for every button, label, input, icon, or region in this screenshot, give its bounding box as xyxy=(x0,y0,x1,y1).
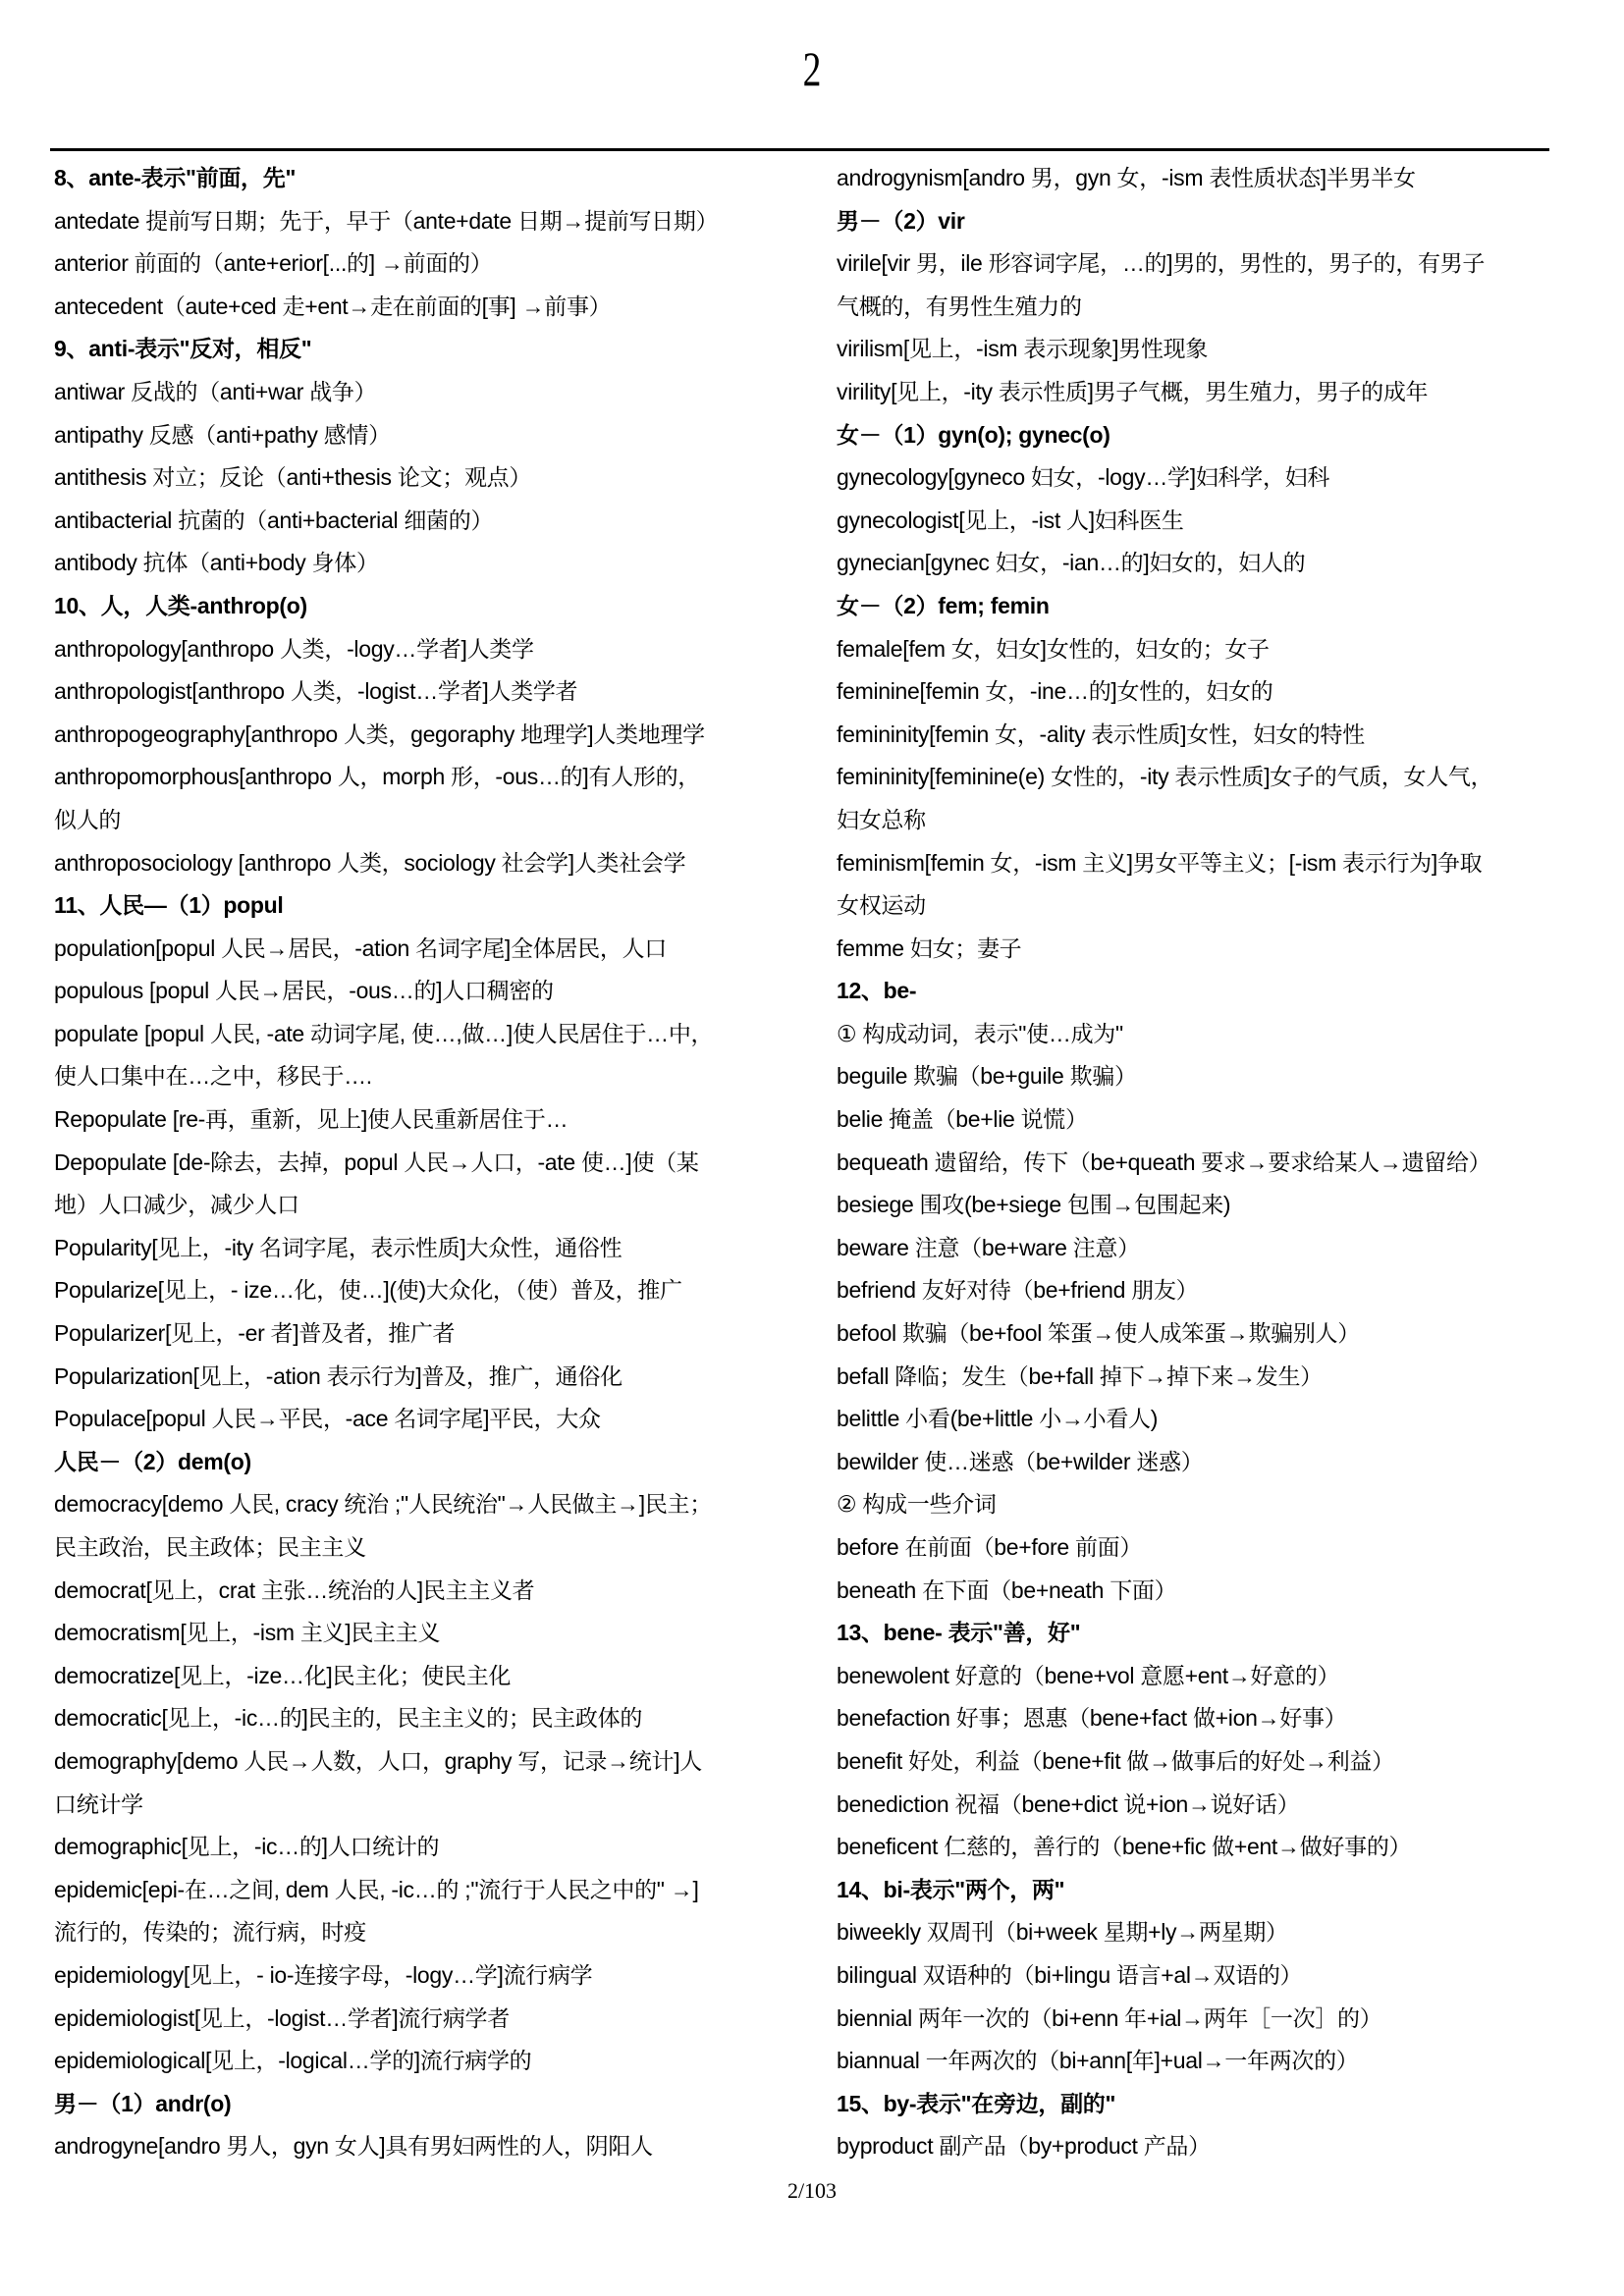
entry-line: democratize[见上，-ize…化]民主化；使民主化 xyxy=(54,1662,512,1688)
entry-line: 似人的 xyxy=(54,806,122,832)
entry-line: democratic[见上，-ic…的]民主的，民主主义的；民主政体的 xyxy=(54,1705,643,1732)
entry-line: byproduct 副产品（by+product 产品） xyxy=(837,2133,1211,2160)
entry-line: antecedent（aute+ced 走+ent→走在前面的[事] →前事） xyxy=(54,293,612,319)
entry-line: antiwar 反战的（anti+war 战争） xyxy=(54,378,377,404)
entry-line: 气概的，有男性生殖力的 xyxy=(837,293,1082,319)
entry-line: epidemiologist[见上，-logist…学者]流行病学者 xyxy=(54,2004,510,2031)
entry-line: democracy[demo 人民, cracy 统治 ;"人民统治"→人民做主→]民主； xyxy=(54,1491,712,1518)
entry-line: bewilder 使…迷惑（be+wilder 迷惑） xyxy=(837,1448,1204,1474)
entry-line: besiege 围攻(be+siege 包围→包围起来) xyxy=(837,1192,1231,1218)
entry-line: benefit 好处，利益（bene+fit 做→做事后的好处→利益） xyxy=(837,1747,1394,1774)
section-heading: 8、ante-表示"前面，先" xyxy=(54,165,297,190)
entry-line: populate [popul 人民, -ate 动词字尾, 使…,做…]使人民居住于…中， xyxy=(54,1020,714,1046)
entry-line: Populace[popul 人民→平民，-ace 名词字尾]平民，大众 xyxy=(54,1406,601,1432)
entry-line: beneath 在下面（be+neath 下面） xyxy=(837,1576,1177,1603)
entry-line: virilism[见上，-ism 表示现象]男性现象 xyxy=(837,336,1209,362)
entry-line: epidemiology[见上，- io-连接字母，-logy…学]流行病学 xyxy=(54,1961,593,1988)
section-heading: 女－（2）fem; femin xyxy=(837,592,1050,618)
entry-line: Popularizer[见上，-er 者]普及者，推广者 xyxy=(54,1320,456,1347)
entry-line: benefaction 好事；恩惠（bene+fact 做+ion→好事） xyxy=(837,1705,1347,1732)
header-rule xyxy=(50,148,1549,151)
section-heading: 11、人民—（1）popul xyxy=(54,892,284,919)
section-heading: 9、anti-表示"反对，相反" xyxy=(54,336,312,362)
left-column xyxy=(54,157,810,2168)
section-heading: 人民－（2）dem(o) xyxy=(54,1448,251,1474)
entry-line: belie 掩盖（be+lie 说慌） xyxy=(837,1106,1088,1133)
entry-line: gynecian[gynec 妇女，-ian…的]妇女的，妇人的 xyxy=(837,550,1306,576)
section-heading: 15、by-表示"在旁边，副的" xyxy=(837,2090,1116,2116)
entry-line: demographic[见上，-ic…的]人口统计的 xyxy=(54,1834,440,1860)
entry-line: population[popul 人民→居民，-ation 名词字尾]全体居民，人口 xyxy=(54,934,667,961)
entry-line: bequeath 遗留给，传下（be+queath 要求→要求给某人→遗留给） xyxy=(837,1148,1491,1175)
entry-line: Depopulate [de-除去，去掉，popul 人民→人口，-ate 使…]使（某 xyxy=(54,1148,699,1175)
entry-line: antedate 提前写日期；先于，早于（ante+date 日期→提前写日期） xyxy=(54,207,719,234)
entry-line: 流行的，传染的；流行病，时疫 xyxy=(54,1919,366,1946)
entry-line: beguile 欺骗（be+guile 欺骗） xyxy=(837,1063,1137,1090)
entry-line: anterior 前面的（ante+erior[...的] →前面的） xyxy=(54,250,493,277)
entry-line: benewolent 好意的（bene+vol 意愿+ent→好意的） xyxy=(837,1662,1340,1688)
section-heading: 男－（1）andr(o) xyxy=(54,2090,232,2116)
section-heading: 13、bene- 表示"善，好" xyxy=(837,1620,1081,1646)
entry-line: befriend 友好对待（be+friend 朋友） xyxy=(837,1277,1199,1304)
entry-line: epidemic[epi-在…之间, dem 人民, -ic…的 ;"流行于人民之中的" →] xyxy=(54,1876,699,1902)
entry-line: feminine[femin 女，-ine…的]女性的，妇女的 xyxy=(837,678,1273,705)
entry-line: democrat[见上，crat 主张…统治的人]民主主义者 xyxy=(54,1576,535,1603)
entry-line: femme 妇女；妻子 xyxy=(837,934,1022,961)
entry-line: 口统计学 xyxy=(54,1790,143,1817)
entry-line: femininity[femin 女，-ality 表示性质]女性，妇女的特性 xyxy=(837,721,1365,747)
section-heading: 男－（2）vir xyxy=(837,207,965,234)
entry-line: anthroposociology [anthropo 人类，sociology 社会学]人类社会学 xyxy=(54,849,686,876)
entry-line: bilingual 双语种的（bi+lingu 语言+al→双语的） xyxy=(837,1961,1303,1988)
entry-line: Repopulate [re-再，重新，见上]使人民重新居住于… xyxy=(54,1106,568,1133)
entry-line: femininity[feminine(e) 女性的，-ity 表示性质]女子的气质，女人气， xyxy=(837,764,1493,790)
entry-line: antibacterial 抗菌的（anti+bacterial 细菌的） xyxy=(54,507,494,533)
entry-line: biannual 一年两次的（bi+ann[年]+ual→一年两次的） xyxy=(837,2048,1359,2074)
entry-line: beneficent 仁慈的，善行的（bene+fic 做+ent→做好事的） xyxy=(837,1834,1412,1860)
entry-line: Popularity[见上，-ity 名词字尾，表示性质]大众性，通俗性 xyxy=(54,1234,623,1260)
entry-line: beware 注意（be+ware 注意） xyxy=(837,1234,1140,1260)
entry-line: anthropologist[anthropo 人类，-logist…学者]人类学者 xyxy=(54,678,578,705)
section-heading: 14、bi-表示"两个，两" xyxy=(837,1876,1065,1902)
entry-line: 民主政治，民主政体；民主主义 xyxy=(54,1534,366,1560)
entry-line: Popularize[见上，- ize…化，使…](使)大众化，（使）普及，推广 xyxy=(54,1277,682,1304)
entry-line: ② 构成一些介词 xyxy=(837,1491,997,1518)
entry-line: epidemiological[见上，-logical…学的]流行病学的 xyxy=(54,2048,532,2074)
section-heading: 女－（1）gyn(o); gynec(o) xyxy=(837,421,1110,448)
entry-line: androgyne[andro 男人，gyn 女人]具有男妇两性的人，阴阳人 xyxy=(54,2133,653,2160)
entry-line: befool 欺骗（be+fool 笨蛋→使人成笨蛋→欺骗别人） xyxy=(837,1320,1360,1347)
entry-line: ① 构成动词，表示"使…成为" xyxy=(837,1020,1123,1046)
entry-line: biennial 两年一次的（bi+enn 年+ial→两年［一次］的） xyxy=(837,2004,1382,2031)
entry-line: 地）人口减少，减少人口 xyxy=(54,1192,299,1218)
entry-line: female[fem 女，妇女]女性的，妇女的；女子 xyxy=(837,635,1270,662)
section-heading: 12、be- xyxy=(837,978,917,1004)
entry-line: antipathy 反感（anti+pathy 感情） xyxy=(54,421,391,448)
entry-line: androgynism[andro 男，gyn 女，-ism 表性质状态]半男半女 xyxy=(837,165,1416,190)
right-column xyxy=(837,157,1583,2168)
section-heading: 10、人，人类-anthrop(o) xyxy=(54,592,307,618)
entry-line: anthropomorphous[anthropo 人，morph 形，-ous…的]有人形的， xyxy=(54,764,700,790)
entry-line: biweekly 双周刊（bi+week 星期+ly→两星期） xyxy=(837,1919,1288,1946)
entry-line: demography[demo 人民→人数，人口，graphy 写，记录→统计]人 xyxy=(54,1747,702,1774)
entry-line: virile[vir 男，ile 形容词字尾，…的]男的，男性的，男子的，有男子 xyxy=(837,250,1486,277)
page-number: 2 xyxy=(802,41,822,96)
entry-line: benediction 祝福（bene+dict 说+ion→说好话） xyxy=(837,1790,1300,1817)
entry-line: virility[见上，-ity 表示性质]男子气概，男生殖力，男子的成年 xyxy=(837,378,1429,404)
entry-line: 女权运动 xyxy=(837,892,926,919)
entry-line: gynecologist[见上，-ist 人]妇科医生 xyxy=(837,507,1184,533)
entry-line: antithesis 对立；反论（anti+thesis 论文；观点） xyxy=(54,464,532,491)
entry-line: anthropogeography[anthropo 人类，gegoraphy 地理学]人类地理学 xyxy=(54,721,705,747)
entry-line: Popularization[见上，-ation 表示行为]普及，推广，通俗化 xyxy=(54,1362,623,1389)
entry-line: 妇女总称 xyxy=(837,806,926,832)
entry-line: populous [popul 人民→居民，-ous…的]人口稠密的 xyxy=(54,978,554,1004)
entry-line: democratism[见上，-ism 主义]民主主义 xyxy=(54,1620,441,1646)
entry-line: before 在前面（be+fore 前面） xyxy=(837,1534,1143,1560)
entry-line: feminism[femin 女，-ism 主义]男女平等主义；[-ism 表示行为]争取 xyxy=(837,849,1483,876)
entry-line: gynecology[gyneco 妇女，-logy…学]妇科学，妇科 xyxy=(837,464,1330,491)
entry-line: belittle 小看(be+little 小→小看人) xyxy=(837,1406,1159,1432)
entry-line: anthropology[anthropo 人类，-logy…学者]人类学 xyxy=(54,635,534,662)
entry-line: befall 降临；发生（be+fall 掉下→掉下来→发生） xyxy=(837,1362,1323,1389)
entry-line: antibody 抗体（anti+body 身体） xyxy=(54,550,379,576)
entry-line: 使人口集中在…之中，移民于…. xyxy=(54,1063,372,1090)
page-footer: 2/103 xyxy=(786,2178,838,2203)
